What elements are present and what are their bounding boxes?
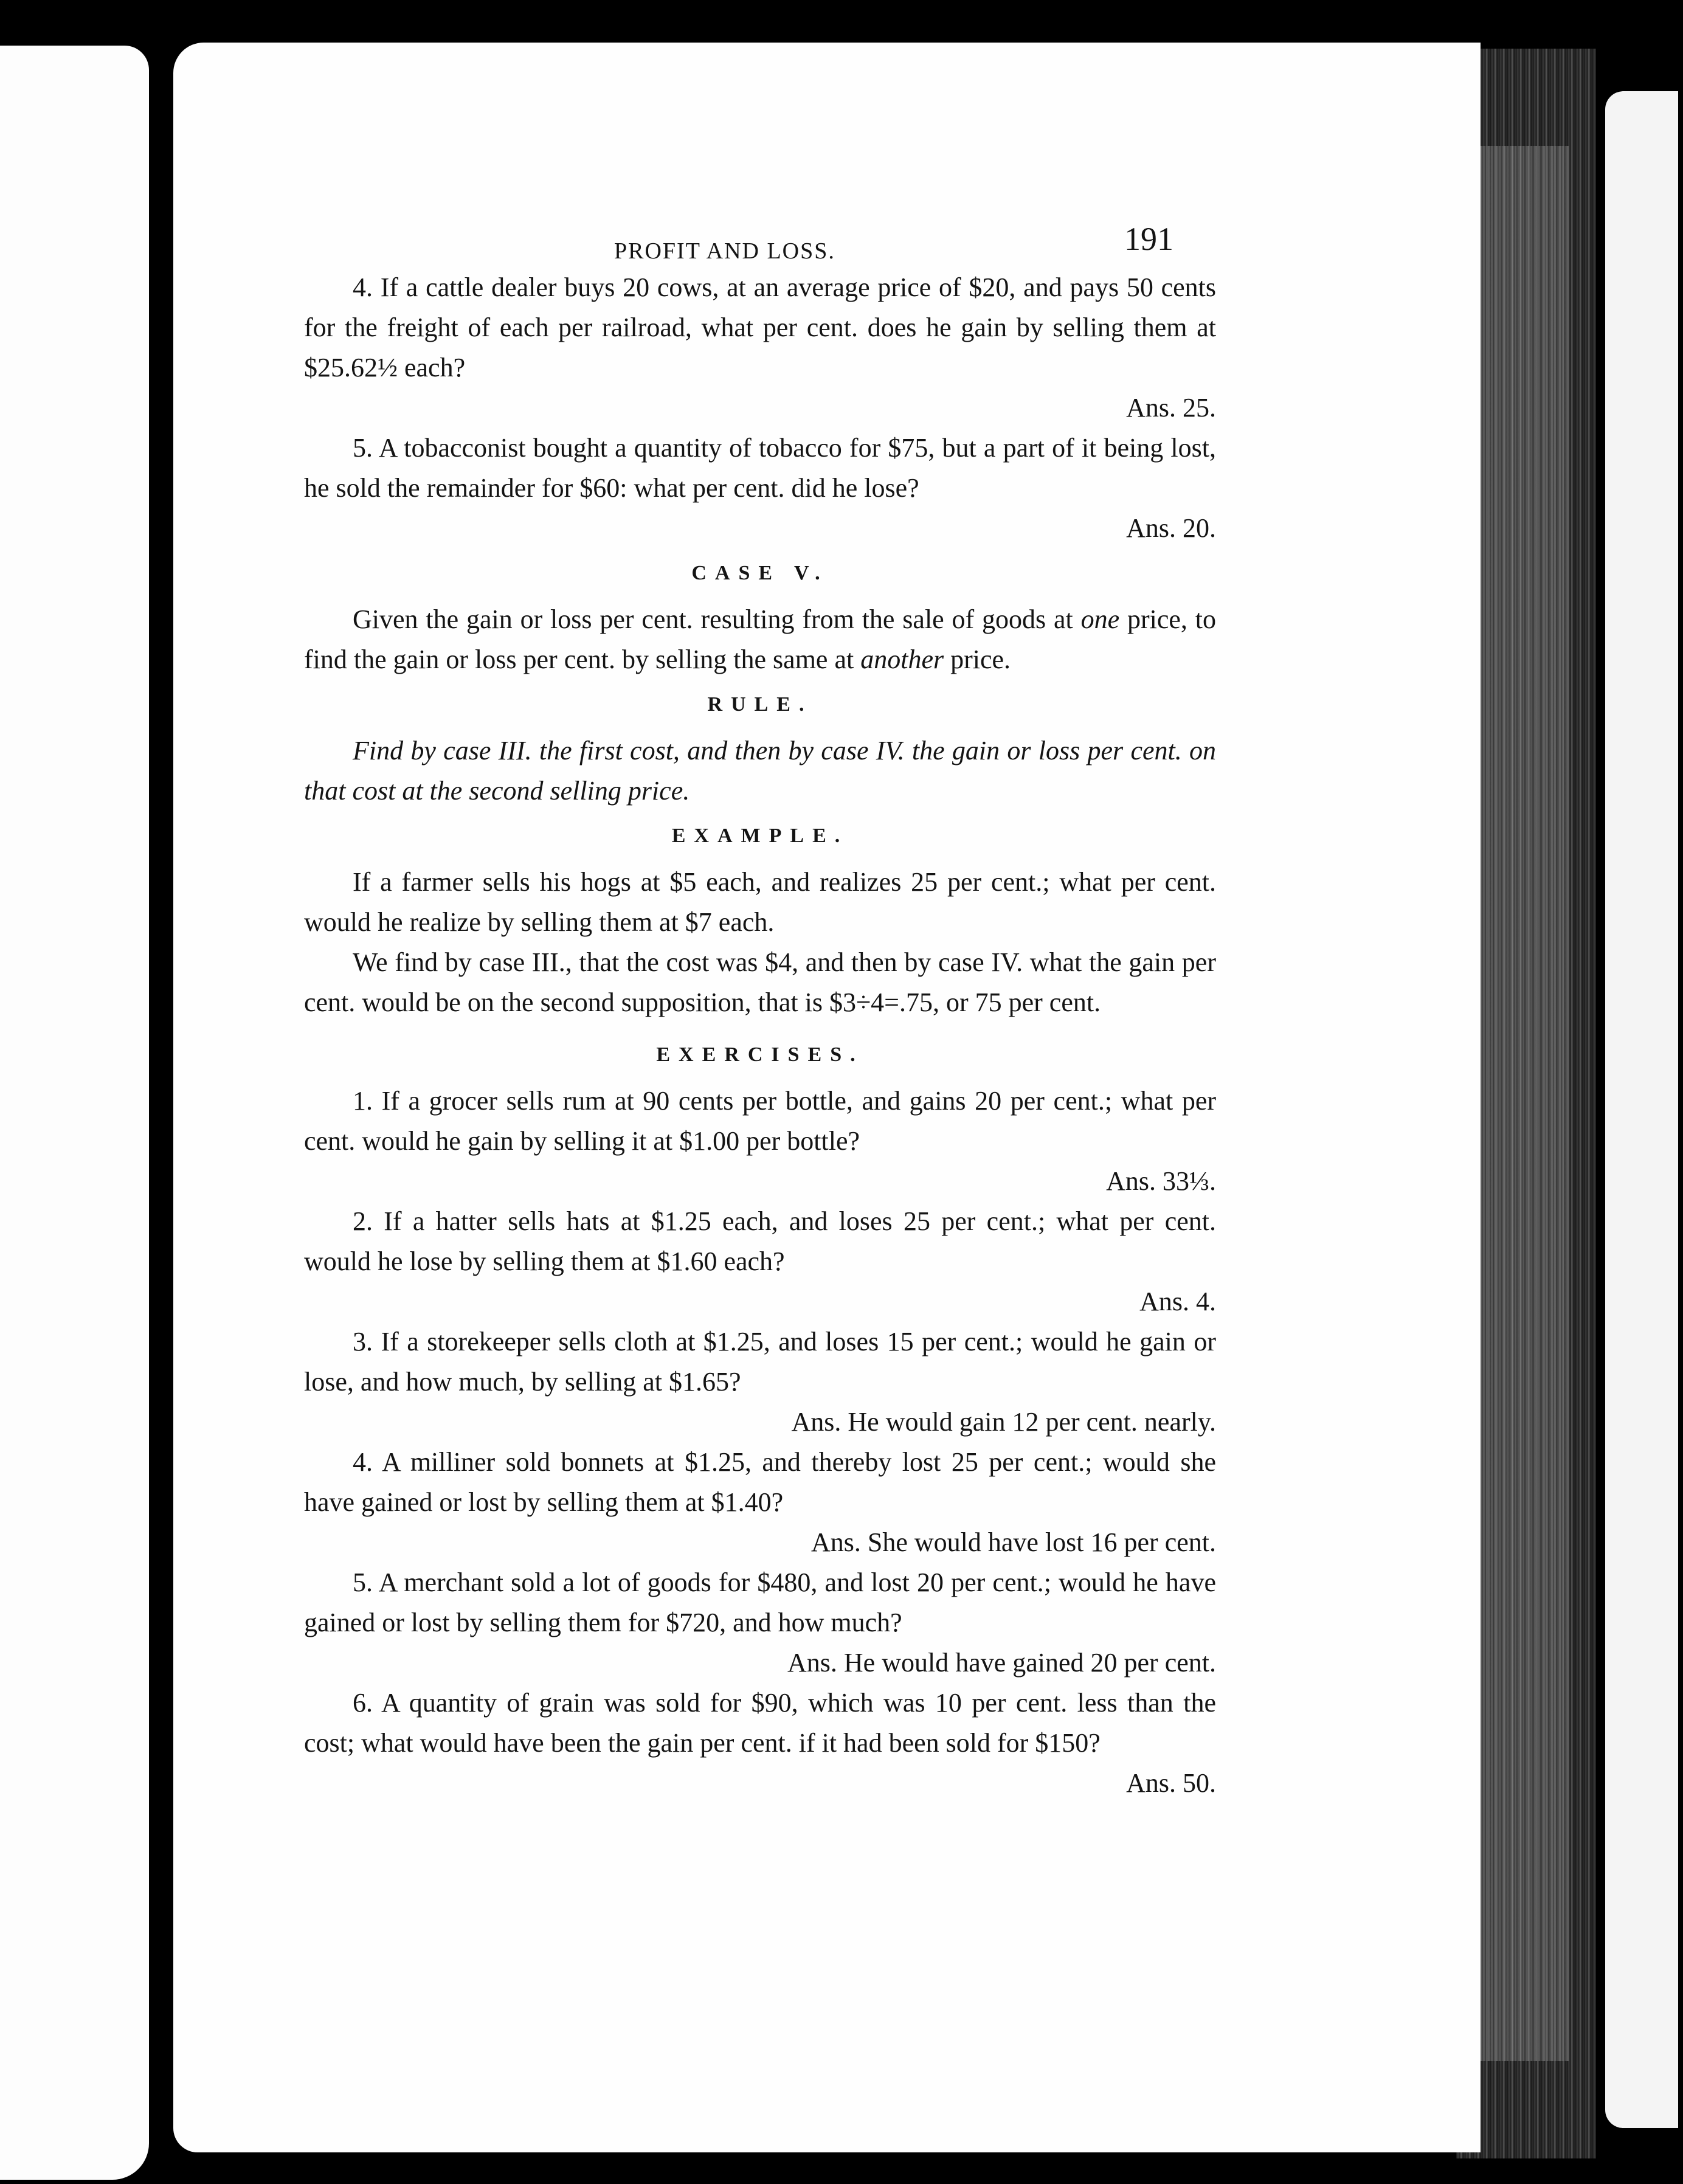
exercise-answer: Ans. He would gain 12 per cent. nearly. bbox=[791, 1407, 1216, 1437]
exercise-5 bbox=[304, 1563, 1216, 1683]
rule-heading: RULE. bbox=[707, 693, 813, 716]
problem-text: 4. If a cattle dealer buys 20 cows, at an average price of $20, and pays 50 cents for the freight of each per railroad, what per cent. does he gain by selling them at $25.62½ each? bbox=[304, 272, 1216, 382]
case-text-part: Given the gain or loss per cent. resulting from the sale of goods at bbox=[353, 604, 1073, 634]
case-heading: CASE V. bbox=[691, 562, 829, 584]
example-heading: EXAMPLE. bbox=[671, 824, 849, 847]
page-number: 191 bbox=[1124, 221, 1173, 257]
page-edges-highlight bbox=[1471, 146, 1569, 2061]
running-title: PROFIT AND LOSS. bbox=[614, 238, 835, 264]
exercise-1 bbox=[304, 1081, 1216, 1201]
rule-text: Find by case III. the first cost, and then by case IV. the gain or loss per cent. on that cost at the second selling price. bbox=[304, 736, 1216, 806]
example-question: If a farmer sells his hogs at $5 each, and realizes 25 per cent.; what per cent. would he realize by selling them at $7 each. bbox=[304, 867, 1216, 937]
exercise-text: 1. If a grocer sells rum at 90 cents per bottle, and gains 20 per cent.; what per cent. would he gain by selling it at $1.00 per bottle? bbox=[304, 1086, 1216, 1156]
case-text-part: price, to find the gain or loss per cent. by selling the same at bbox=[304, 604, 1216, 674]
problem-text: 5. A tobacconist bought a quantity of tobacco for $75, but a part of it being lost, he sold the remainder for $60: what per cent. did he lose? bbox=[304, 433, 1216, 503]
problem-answer: Ans. 25. bbox=[1126, 393, 1216, 423]
exercise-3 bbox=[304, 1322, 1216, 1442]
exercises-heading: EXERCISES. bbox=[656, 1043, 864, 1066]
page-header bbox=[304, 219, 1216, 268]
exercise-4 bbox=[304, 1442, 1216, 1563]
example-solution: We find by case III., that the cost was $4, and then by case IV. what the gain per cent. would be on the second supposition, that is $3÷4=.75, or 75 per cent. bbox=[304, 947, 1216, 1017]
left-page-margin bbox=[0, 46, 149, 2180]
exercise-answer: Ans. She would have lost 16 per cent. bbox=[811, 1527, 1216, 1557]
exercise-text: 4. A milliner sold bonnets at $1.25, and thereby lost 25 per cent.; would she have gained or lost by selling them at $1.40? bbox=[304, 1447, 1216, 1517]
problem-5 bbox=[304, 428, 1216, 548]
exercise-2 bbox=[304, 1201, 1216, 1322]
exercise-answer: Ans. 33⅓. bbox=[1106, 1166, 1216, 1196]
exercise-text: 6. A quantity of grain was sold for $90, which was 10 per cent. less than the cost; what would have been the gain per cent. if it had been sold for $150? bbox=[304, 1688, 1216, 1758]
exercise-answer: Ans. 4. bbox=[1139, 1287, 1216, 1316]
exercise-answer: Ans. He would have gained 20 per cent. bbox=[787, 1648, 1216, 1678]
problem-4 bbox=[304, 268, 1216, 428]
exercise-answer: Ans. 50. bbox=[1126, 1768, 1216, 1798]
case-description bbox=[304, 600, 1216, 680]
problem-answer: Ans. 20. bbox=[1126, 513, 1216, 543]
case-text-emphasis: one bbox=[1080, 604, 1120, 634]
exercise-text: 2. If a hatter sells hats at $1.25 each, and loses 25 per cent.; what per cent. would he lose by selling them at $1.60 each? bbox=[304, 1206, 1216, 1276]
case-text-part: price. bbox=[950, 644, 1011, 674]
page-text bbox=[304, 219, 1216, 1803]
spacer bbox=[304, 1023, 1216, 1030]
exercise-text: 3. If a storekeeper sells cloth at $1.25, and loses 15 per cent.; would he gain or lose, and how much, by selling at $1.65? bbox=[304, 1327, 1216, 1397]
exercise-6 bbox=[304, 1683, 1216, 1803]
exercise-text: 5. A merchant sold a lot of goods for $480, and lost 20 per cent.; would he have gained or lost by selling them for $720, and how much? bbox=[304, 1567, 1216, 1637]
case-text-emphasis: another bbox=[860, 644, 944, 674]
book-cover-edge bbox=[1605, 91, 1678, 2128]
